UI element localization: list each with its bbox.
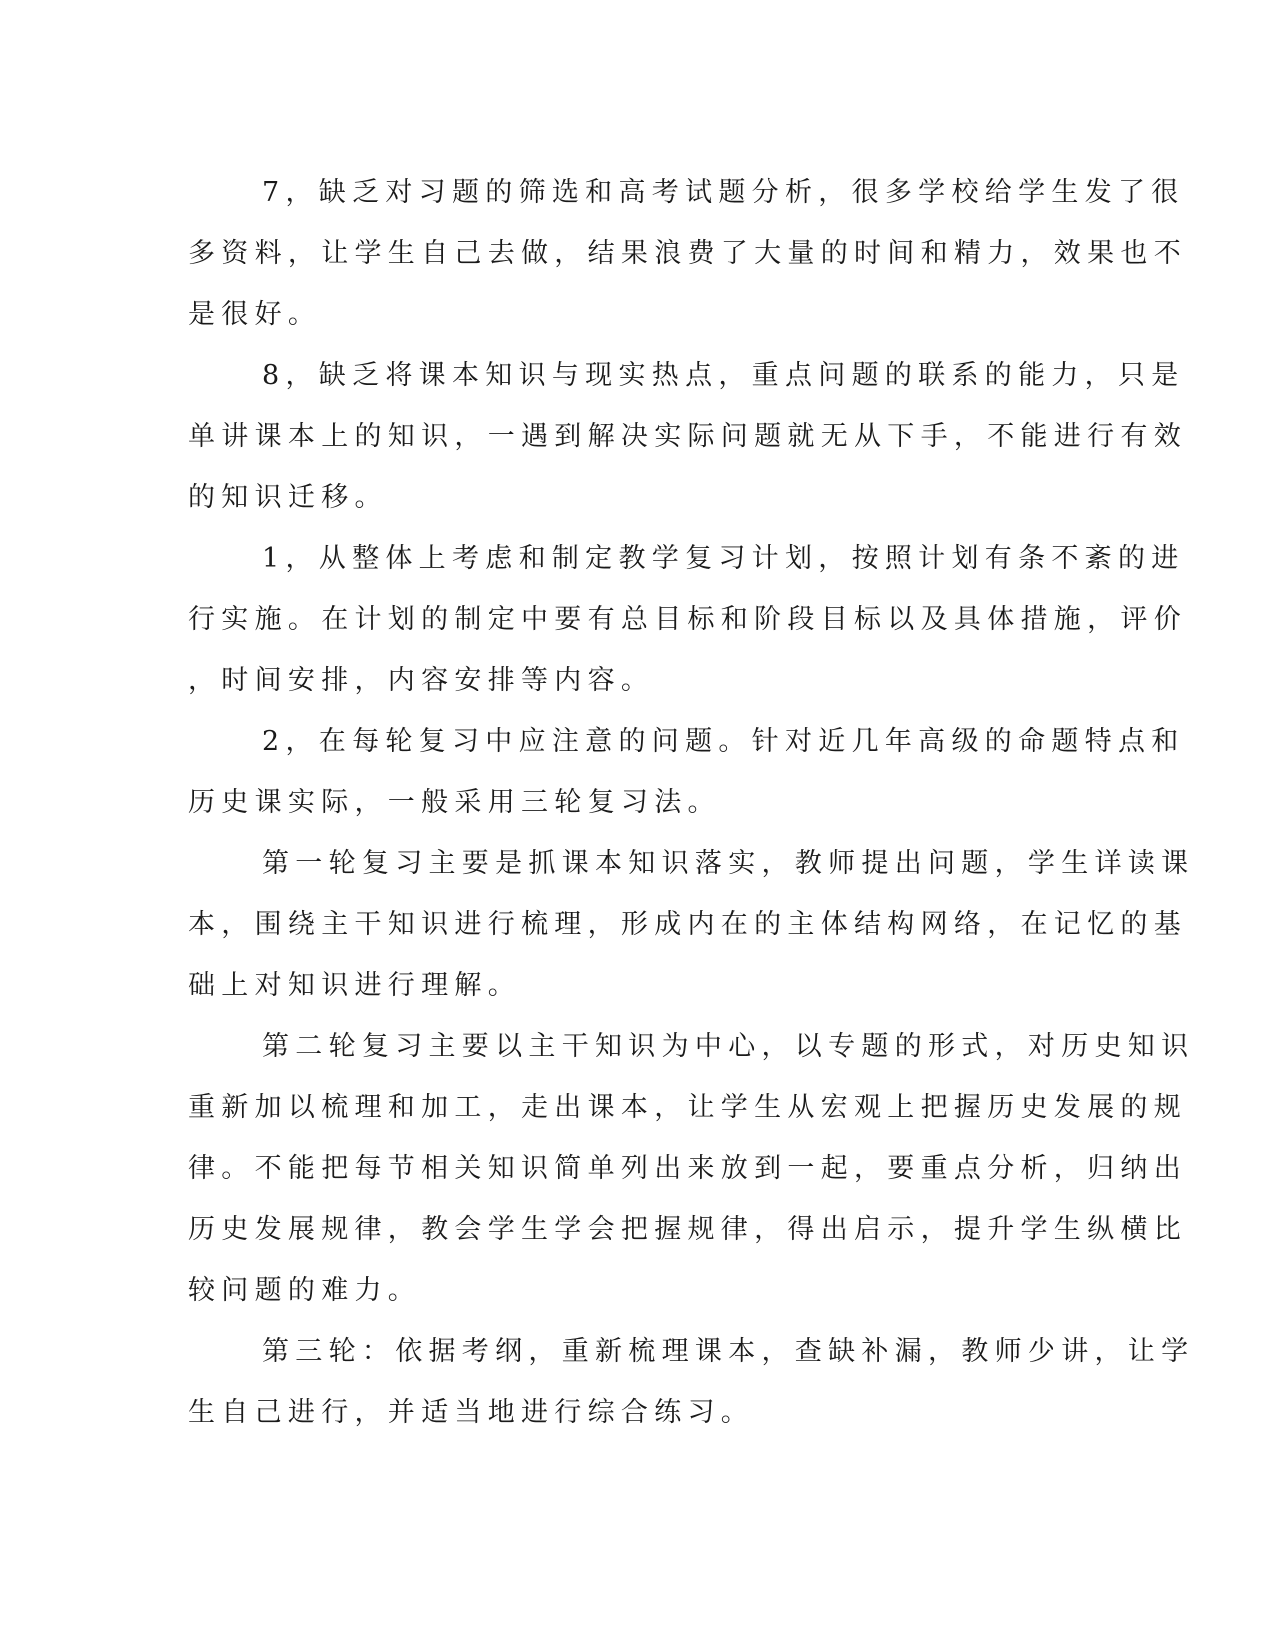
text-line: 的知识迁移。 [188,482,388,513]
text-line: 本，围绕主干知识进行梳理，形成内在的主体结构网络，在记忆的基 [188,909,1187,940]
text-line: 第二轮复习主要以主干知识为中心，以专题的形式，对历史知识 [262,1031,1195,1062]
document-body [188,162,1195,1443]
text-line: 历史课实际，一般采用三轮复习法。 [188,787,721,818]
text-line: 历史发展规律，教会学生学会把握规律，得出启示，提升学生纵横比 [188,1214,1187,1245]
text-line: 单讲课本上的知识，一遇到解决实际问题就无从下手，不能进行有效 [188,421,1187,452]
text-line: 多资料，让学生自己去做，结果浪费了大量的时间和精力，效果也不 [188,238,1187,269]
text-line: 第一轮复习主要是抓课本知识落实，教师提出问题，学生详读课 [262,848,1195,879]
paragraph-strategy-2 [188,711,1185,833]
paragraph-problem-8 [188,345,1187,528]
text-line: 第三轮：依据考纲，重新梳理课本，查缺补漏，教师少讲，让学 [262,1336,1195,1367]
paragraph-review-round-3 [188,1321,1195,1443]
text-line: 7，缺乏对习题的筛选和高考试题分析，很多学校给学生发了很 [262,177,1185,208]
text-line: 1，从整体上考虑和制定教学复习计划，按照计划有条不紊的进 [262,543,1185,574]
text-line: ，时间安排，内容安排等内容。 [188,665,655,696]
text-line: 8，缺乏将课本知识与现实热点，重点问题的联系的能力，只是 [262,360,1185,391]
text-line: 2，在每轮复习中应注意的问题。针对近几年高级的命题特点和 [262,726,1185,757]
text-line: 是很好。 [188,299,322,330]
text-line: 础上对知识进行理解。 [188,970,521,1001]
paragraph-review-round-1 [188,833,1195,1016]
paragraph-problem-7 [188,162,1187,345]
text-line: 重新加以梳理和加工，走出课本，让学生从宏观上把握历史发展的规 [188,1092,1187,1123]
text-line: 生自己进行，并适当地进行综合练习。 [188,1397,755,1428]
text-line: 律。不能把每节相关知识简单列出来放到一起，要重点分析，归纳出 [188,1153,1187,1184]
paragraph-review-round-2 [188,1016,1195,1321]
text-line: 较问题的难力。 [188,1275,422,1306]
paragraph-strategy-1 [188,528,1187,711]
text-line: 行实施。在计划的制定中要有总目标和阶段目标以及具体措施，评价 [188,604,1187,635]
